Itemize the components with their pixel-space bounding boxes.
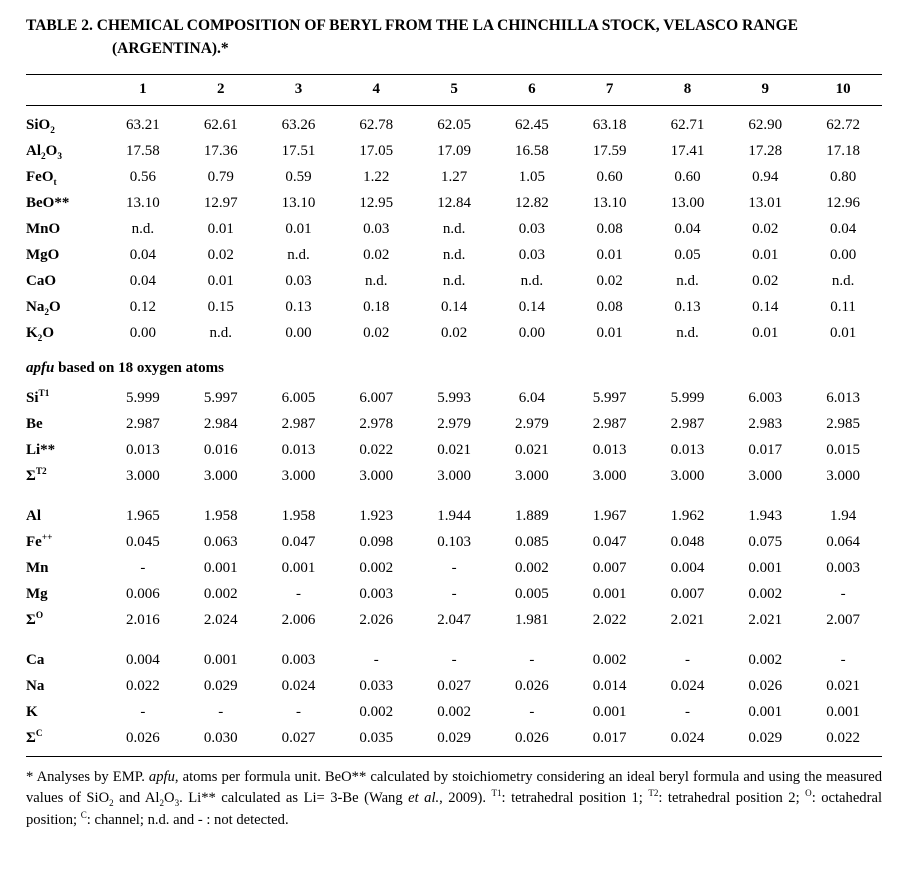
table-cell: n.d. [131, 220, 155, 237]
table-cell: 12.84 [437, 194, 471, 211]
table-cell: 0.021 [515, 441, 549, 458]
table-cell: 13.10 [281, 194, 316, 211]
table-cell: 0.002 [359, 703, 394, 720]
table-cell: 13.01 [748, 194, 783, 211]
table-row [26, 139, 882, 165]
table-cell: 17.51 [281, 142, 316, 159]
table-cell: 0.001 [748, 559, 783, 576]
table-row [26, 217, 882, 243]
table-cell: 1.967 [592, 507, 627, 524]
table-cell: 2.007 [826, 611, 860, 628]
table-cell: 1.965 [126, 507, 160, 524]
table-cell: 2.026 [359, 611, 394, 628]
table-row [26, 648, 882, 674]
table-cell: 0.006 [126, 585, 160, 602]
table-cell: 0.00 [285, 324, 312, 341]
table-cell: 62.05 [437, 116, 471, 133]
table-cell: 0.15 [207, 298, 234, 315]
row-label: MnO [26, 220, 61, 237]
table-cell: 0.14 [752, 298, 779, 315]
table-cell: 0.04 [129, 246, 157, 263]
table-title [26, 14, 882, 61]
table-cell: 0.60 [674, 168, 701, 185]
column-header: 2 [216, 80, 225, 97]
table-cell: 0.022 [126, 677, 160, 694]
table-cell: 0.02 [207, 246, 234, 263]
column-header: 5 [450, 80, 458, 97]
table-row [26, 295, 882, 321]
table-cell: 5.999 [126, 389, 160, 406]
row-label: CaO [26, 272, 56, 289]
table-cell: 0.01 [207, 272, 234, 289]
table-cell: 3.000 [281, 467, 316, 484]
column-header: 3 [294, 80, 303, 97]
table-cell: 12.95 [359, 194, 394, 211]
table-cell: 2.016 [126, 611, 160, 628]
column-header: 1 [139, 80, 147, 97]
table-cell: 1.944 [437, 507, 471, 524]
table-title-line2: (ARGENTINA).* [112, 40, 229, 58]
table-cell: 0.064 [826, 533, 860, 550]
table-cell: 5.993 [437, 389, 471, 406]
table-cell: 0.021 [437, 441, 471, 458]
table-cell: 0.13 [285, 298, 312, 315]
table-cell: 0.030 [203, 729, 238, 746]
row-label: Li** [26, 441, 56, 458]
row-label: $\Sigma^C$ [26, 728, 43, 746]
row-label: $\Sigma^{T2}$ [26, 466, 47, 484]
table-cell: - [684, 703, 690, 720]
table-cell: 62.71 [670, 116, 705, 133]
row-label: Ca [26, 651, 45, 668]
table-cell: 0.03 [363, 220, 390, 237]
section-spacer [26, 634, 882, 648]
table-cell: 0.56 [129, 168, 157, 185]
table-cell: 1.981 [515, 611, 549, 628]
table-cell: 17.41 [670, 142, 705, 159]
table-cell: 0.13 [674, 298, 701, 315]
table-cell: 3.000 [826, 467, 860, 484]
table-cell: - [451, 559, 457, 576]
table-footnote: * Analyses by EMP. apfu, atoms per formula unit. BeO** calculated by stoichiometry considering an ideal beryl formula and using the measured values of SiO$_2$ and $Al_2O_3$. Li** calculated as Li= 3-Be (Wang et al., 2009). $^{T1}$: tetrahedral position 1; $^{T2}$: tetrahedral position 2; $^O$: octahedral position; $^C$: channel; n.d. and - : not detected. [26, 768, 882, 829]
table-cell: 0.002 [748, 585, 783, 602]
table-cell: 0.002 [203, 585, 238, 602]
column-header: 4 [372, 80, 381, 97]
table-cell: n.d. [442, 272, 466, 289]
table-cell: - [840, 585, 846, 602]
table-cell: 0.08 [596, 220, 623, 237]
table-cell: 12.82 [515, 194, 549, 211]
table-cell: 0.013 [281, 441, 316, 458]
table-cell: 2.021 [748, 611, 783, 628]
table-cell: 0.003 [359, 585, 394, 602]
table-cell: 0.029 [748, 729, 783, 746]
table-cell: 1.943 [748, 507, 783, 524]
section-spacer-row [26, 490, 882, 504]
table-cell: 1.889 [515, 507, 549, 524]
table-cell: - [295, 585, 301, 602]
table-cell: 0.002 [437, 703, 471, 720]
table-cell: 63.21 [126, 116, 160, 133]
table-row [26, 386, 882, 412]
table-row [26, 191, 882, 217]
column-header: 8 [683, 80, 692, 97]
table-cell: 0.05 [674, 246, 701, 263]
table-cell: - [529, 651, 535, 668]
table-cell: 0.18 [363, 298, 390, 315]
table-cell: 0.027 [437, 677, 471, 694]
table-body [26, 105, 882, 756]
row-label: K [26, 703, 38, 720]
header-label-spacer [26, 74, 104, 105]
table-cell: 2.987 [281, 415, 316, 432]
table-row [26, 700, 882, 726]
table-cell: 62.78 [359, 116, 394, 133]
table-cell: 5.997 [203, 389, 238, 406]
row-label: Na [26, 677, 45, 694]
table-cell: 0.001 [748, 703, 783, 720]
table-cell: 6.04 [518, 389, 545, 406]
table-cell: 2.047 [437, 611, 471, 628]
table-cell: 0.004 [126, 651, 160, 668]
table-cell: 0.075 [748, 533, 783, 550]
table-row [26, 608, 882, 634]
table-cell: 0.001 [592, 703, 627, 720]
table-cell: 0.024 [281, 677, 316, 694]
row-label: $Na_2O$ [26, 298, 61, 318]
table-cell: 6.013 [826, 389, 860, 406]
row-label: Be [26, 415, 43, 432]
table-cell: 0.02 [752, 220, 779, 237]
table-cell: 5.997 [592, 389, 627, 406]
table-cell: 3.000 [592, 467, 627, 484]
table-cell: 0.063 [203, 533, 238, 550]
table-cell: 0.002 [515, 559, 549, 576]
table-cell: 2.021 [670, 611, 705, 628]
table-cell: 12.96 [826, 194, 860, 211]
table-cell: 0.03 [518, 220, 545, 237]
table-cell: 2.978 [359, 415, 394, 432]
header-row [26, 74, 882, 105]
table-cell: 3.000 [748, 467, 783, 484]
table-cell: 12.97 [203, 194, 238, 211]
table-cell: 0.94 [752, 168, 779, 185]
table-row [26, 582, 882, 608]
table-cell: 0.103 [437, 533, 471, 550]
table-cell: 2.022 [592, 611, 627, 628]
table-cell: n.d. [676, 272, 699, 289]
table-cell: 0.00 [829, 246, 857, 263]
table-cell: 0.002 [592, 651, 627, 668]
table-cell: 0.029 [203, 677, 238, 694]
section-spacer-row [26, 634, 882, 648]
table-row [26, 412, 882, 438]
column-header: 6 [528, 80, 536, 97]
table-cell: 0.048 [670, 533, 705, 550]
table-cell: 0.026 [515, 729, 549, 746]
table-cell: 0.04 [129, 272, 157, 289]
table-cell: n.d. [831, 272, 855, 289]
table-cell: n.d. [442, 220, 466, 237]
table-row [26, 243, 882, 269]
table-cell: 0.79 [207, 168, 234, 185]
table-cell: 0.022 [826, 729, 860, 746]
table-cell: 62.61 [203, 116, 238, 133]
table-cell: 2.979 [437, 415, 471, 432]
table-cell: 0.14 [440, 298, 468, 315]
table-cell: 0.04 [829, 220, 857, 237]
table-cell: 0.01 [596, 324, 623, 341]
table-cell: 0.026 [515, 677, 549, 694]
table-cell: 1.958 [203, 507, 238, 524]
table-cell: - [451, 585, 457, 602]
table-cell: 2.983 [748, 415, 783, 432]
table-header [26, 74, 882, 105]
table-row [26, 464, 882, 490]
table-cell: 0.005 [515, 585, 549, 602]
table-cell: 0.01 [829, 324, 857, 341]
table-cell: - [529, 703, 535, 720]
table-cell: 62.90 [748, 116, 783, 133]
table-cell: 1.22 [363, 168, 390, 185]
table-cell: 0.085 [515, 533, 549, 550]
table-cell: n.d. [442, 246, 466, 263]
table-cell: 0.047 [281, 533, 316, 550]
table-cell: 0.026 [748, 677, 783, 694]
table-cell: 0.045 [126, 533, 160, 550]
table-cell: 0.03 [285, 272, 312, 289]
table-cell: 0.001 [203, 651, 238, 668]
table-cell: 0.14 [518, 298, 545, 315]
table-cell: 3.000 [126, 467, 160, 484]
table-cell: 17.18 [826, 142, 860, 159]
table-cell: n.d. [676, 324, 699, 341]
table-cell: 62.45 [515, 116, 549, 133]
table-row [26, 674, 882, 700]
table-cell: 17.09 [437, 142, 471, 159]
table-cell: 0.013 [670, 441, 705, 458]
table-row [26, 321, 882, 347]
table-cell: - [295, 703, 301, 720]
column-header: 10 [835, 80, 851, 97]
row-label: $\Sigma^O$ [26, 610, 44, 628]
table-row [26, 165, 882, 191]
table-cell: 6.005 [281, 389, 316, 406]
column-header: 7 [605, 80, 614, 97]
table-cell: 0.047 [592, 533, 627, 550]
table-cell: - [140, 559, 146, 576]
table-cell: 0.017 [592, 729, 627, 746]
row-label: $Al_2O_3$ [26, 142, 62, 162]
row-label: Mn [26, 559, 49, 576]
section-spacer [26, 490, 882, 504]
table-cell: 0.029 [437, 729, 471, 746]
table-cell: 1.958 [281, 507, 316, 524]
table-cell: 0.001 [592, 585, 627, 602]
table-cell: 0.001 [281, 559, 316, 576]
table-row [26, 105, 882, 139]
table-cell: n.d. [365, 272, 388, 289]
table-cell: 0.59 [285, 168, 312, 185]
table-cell: 3.000 [670, 467, 705, 484]
table-cell: 17.05 [359, 142, 394, 159]
table-cell: 2.006 [281, 611, 316, 628]
table-row [26, 726, 882, 757]
table-cell: 0.003 [281, 651, 316, 668]
row-label: $K_2O$ [26, 324, 54, 344]
table-cell: 17.28 [748, 142, 783, 159]
table-cell: 2.984 [203, 415, 238, 432]
table-cell: 0.11 [830, 298, 856, 315]
table-cell: 0.03 [518, 246, 545, 263]
table-cell: 17.36 [203, 142, 238, 159]
table-cell: 3.000 [359, 467, 394, 484]
table-cell: 0.01 [596, 246, 623, 263]
table-cell: 0.60 [596, 168, 623, 185]
table-cell: 0.004 [670, 559, 705, 576]
table-cell: 0.001 [203, 559, 238, 576]
table-cell: 0.02 [363, 246, 390, 263]
table-cell: 0.01 [285, 220, 312, 237]
table-title-line1: TABLE 2. CHEMICAL COMPOSITION OF BERYL FROM THE LA CHINCHILLA STOCK, VELASCO RANGE [26, 17, 799, 34]
table-cell: 0.08 [596, 298, 623, 315]
column-header: 9 [761, 80, 770, 97]
table-cell: - [840, 651, 846, 668]
row-label: Al [26, 507, 41, 524]
table-cell: 2.987 [592, 415, 627, 432]
row-label: SiO$_2$ [26, 116, 55, 136]
table-cell: 6.007 [359, 389, 394, 406]
table-cell: 0.013 [126, 441, 160, 458]
table-cell: 6.003 [748, 389, 783, 406]
table-cell: 1.923 [359, 507, 394, 524]
table-cell: 0.00 [518, 324, 545, 341]
table-cell: 0.04 [674, 220, 701, 237]
table-cell: 1.27 [440, 168, 468, 185]
table-cell: 0.017 [748, 441, 783, 458]
table-cell: 1.05 [518, 168, 545, 185]
table-cell: 0.02 [363, 324, 390, 341]
table-cell: 0.007 [592, 559, 627, 576]
table-cell: 0.01 [752, 324, 779, 341]
table-cell: 2.024 [203, 611, 238, 628]
table-cell: - [373, 651, 379, 668]
table-cell: - [684, 651, 690, 668]
section-heading-row [26, 347, 882, 386]
table-cell: 3.000 [203, 467, 238, 484]
table-cell: 17.58 [126, 142, 160, 159]
section-heading-label: apfu based on 18 oxygen atoms [26, 359, 224, 376]
table-cell: 0.002 [359, 559, 394, 576]
table-cell: 16.58 [515, 142, 549, 159]
table-cell: 0.022 [359, 441, 394, 458]
table-cell: 0.02 [440, 324, 468, 341]
table-cell: n.d. [520, 272, 544, 289]
table-cell: n.d. [287, 246, 310, 263]
table-cell: 0.02 [752, 272, 779, 289]
table-cell: 13.10 [126, 194, 160, 211]
table-cell: 2.979 [515, 415, 549, 432]
table-cell: - [218, 703, 224, 720]
table-row [26, 438, 882, 464]
table-cell: - [140, 703, 146, 720]
table-cell: 0.035 [359, 729, 394, 746]
table-cell: 0.026 [126, 729, 160, 746]
table-cell: 2.987 [670, 415, 705, 432]
row-label: $Si^{T1}$ [26, 388, 50, 406]
table-cell: 0.12 [129, 298, 157, 315]
table-cell: 1.962 [670, 507, 705, 524]
row-label: Fe++ [26, 532, 53, 550]
table-cell: 0.002 [748, 651, 783, 668]
table-row [26, 556, 882, 582]
table-row [26, 269, 882, 295]
table-cell: 13.10 [592, 194, 627, 211]
table-cell: 63.18 [592, 116, 627, 133]
table-cell: 0.01 [752, 246, 779, 263]
table-row [26, 504, 882, 530]
table-cell: 0.00 [129, 324, 157, 341]
table-cell: 2.987 [126, 415, 160, 432]
table-cell: 0.015 [826, 441, 860, 458]
composition-table [26, 74, 882, 757]
table-cell: 0.001 [826, 703, 860, 720]
table-cell: - [451, 651, 457, 668]
table-cell: 3.000 [437, 467, 471, 484]
table-cell: 0.027 [281, 729, 316, 746]
table-cell: 17.59 [592, 142, 627, 159]
table-cell: 0.01 [207, 220, 234, 237]
table-cell: 0.033 [359, 677, 394, 694]
table-row [26, 530, 882, 556]
row-label: BeO** [26, 194, 70, 211]
table-cell: 1.94 [829, 507, 857, 524]
table-cell: 0.016 [203, 441, 238, 458]
row-label: Mg [26, 585, 48, 602]
table-cell: 0.003 [826, 559, 860, 576]
table-cell: 0.013 [592, 441, 627, 458]
table-cell: 0.007 [670, 585, 705, 602]
table-cell: 63.26 [281, 116, 316, 133]
table-cell: 5.999 [670, 389, 705, 406]
table-cell: 0.021 [826, 677, 860, 694]
table-cell: 0.80 [829, 168, 857, 185]
table-cell: 0.024 [670, 677, 705, 694]
table-cell: 0.014 [592, 677, 627, 694]
row-label: FeO$_t$ [26, 168, 57, 188]
row-label: MgO [26, 246, 60, 263]
table-cell: 13.00 [670, 194, 705, 211]
table-cell: 3.000 [515, 467, 549, 484]
table-cell: 2.985 [826, 415, 860, 432]
table-cell: 0.02 [596, 272, 623, 289]
table-cell: 62.72 [826, 116, 860, 133]
table-cell: n.d. [209, 324, 232, 341]
table-cell: 0.024 [670, 729, 705, 746]
table-cell: 0.098 [359, 533, 394, 550]
